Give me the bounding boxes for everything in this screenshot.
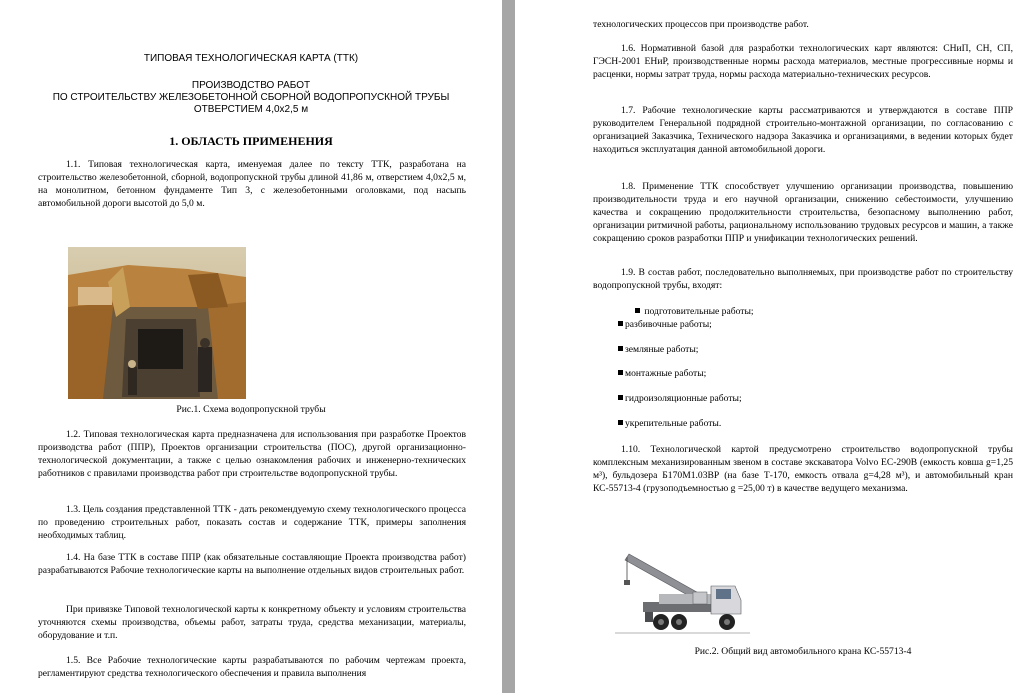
square-bullet-icon (635, 308, 640, 313)
paragraph-1-10: 1.10. Технологической картой предусмотрено строительство водопропускной трубы комплексным механизированным звеном в составе экскаватора Volvo EC-290B (емкость ковша g=1,25 м³), бульдозера Б170М1.03ВР (на базе Т-170, емкость отвала g=4,28 м³), и автомобильный кран КС-55713-4 (грузоподъемностью g =25,00 т) в качестве ведущего механизма. (593, 444, 1013, 494)
paragraph-1-1: 1.1. Типовая технологическая карта, именуемая далее по тексту ТТК, разработана на строительство железобетонной, сборной, водопропускной трубы длиной 41,86 м, отверстием 4,0х2,5 м, на монолитном, бетонном фундаменте Тип 3, с железобетонными оголовками, под насыпь автомобильной дороги высотой до 5,0 м. (38, 159, 466, 209)
figure-2-caption: Рис.2. Общий вид автомобильного крана КС-55713-4 (694, 646, 912, 657)
square-bullet-icon (618, 420, 623, 425)
list-item: монтажные работы; (618, 368, 706, 379)
crane-truck-image (615, 542, 750, 642)
section-heading: 1. ОБЛАСТЬ ПРИМЕНЕНИЯ (169, 134, 333, 148)
square-bullet-icon (618, 321, 623, 326)
paragraph-1-3: 1.3. Цель создания представленной ТТК - дать рекомендуемую схему технологического процесса по проведению строительных работ, показать состав и содержание ТТК, примеры заполнения необходимых таблиц. (38, 504, 466, 541)
list-item: укрепительные работы. (618, 418, 721, 429)
paragraph-1-8: 1.8. Применение ТТК способствует улучшению организации производства, повышению производительности труда и его научной организации, снижению себестоимости, улучшению качества и сокращению продолжительности строительства, безопасному выполнению работ, организации ритмичной работы, рациональному использованию трудовых ресурсов и машин, а также сокращению сроков разработки ППР и унификации технологических решений. (593, 181, 1013, 244)
title-line-4: ОТВЕРСТИЕМ 4,0x2,5 м (193, 104, 309, 115)
paragraph-1-5: 1.5. Все Рабочие технологические карты разрабатываются по рабочим чертежам проекта, регламентируют средства технологического обеспечения и правила выполнения (38, 655, 466, 679)
figure-1-caption: Рис.1. Схема водопропускной трубы (176, 404, 326, 415)
square-bullet-icon (618, 370, 623, 375)
title-line-3: ПО СТРОИТЕЛЬСТВУ ЖЕЛЕЗОБЕТОННОЙ СБОРНОЙ ВОДОПРОПУСКНОЙ ТРУБЫ (52, 92, 450, 103)
title-line-2: ПРОИЗВОДСТВО РАБОТ (191, 80, 311, 91)
paragraph-1-7: 1.7. Рабочие технологические карты рассматриваются и утверждаются в составе ППР руководителем Генеральной подрядной строительно-монтажной организации, по согласованию с организацией Заказчика, Технического надзора Заказчика и организациями, в ведении которых будет находиться эксплуатация данной автомобильной дороги. (593, 105, 1013, 155)
paragraph-1-6: 1.6. Нормативной базой для разработки технологических карт являются: СНиП, СН, СП, ГЭСН-2001 ЕНиР, производственные нормы расхода материалов, местные прогрессивные нормы и расценки, нормы затрат труда, нормы расхода материально-технических ресурсов. (593, 43, 1013, 80)
list-item: разбивочные работы; (618, 319, 712, 330)
title-line-1: ТИПОВАЯ ТЕХНОЛОГИЧЕСКАЯ КАРТА (ТТК) (143, 53, 359, 64)
paragraph-1-2: 1.2. Типовая технологическая карта предназначена для использования при разработке Проектов производства работ (ППР), Проектов организации строительства (ПОС), другой организационно-технологической документации, а также с целью ознакомления рабочих и инженерно-технических работников с правилами производства работ при строительстве водопропускной трубы. (38, 429, 466, 479)
paragraph-continuation: технологических процессов при производстве работ. (593, 19, 809, 30)
list-item: подготовительные работы; (635, 306, 754, 317)
document-page-left (0, 0, 502, 693)
square-bullet-icon (618, 346, 623, 351)
list-item: гидроизоляционные работы; (618, 393, 742, 404)
document-page-right (515, 0, 1033, 693)
square-bullet-icon (618, 395, 623, 400)
culvert-photo (68, 247, 246, 399)
paragraph-1-4: 1.4. На базе ТТК в составе ППР (как обязательные составляющие Проекта производства работ) разрабатываются Рабочие технологические карты на выполнение отдельных видов строительных работ. (38, 552, 466, 576)
paragraph-binding: При привязке Типовой технологической карты к конкретному объекту и условиям строительства уточняются схемы производства, объемы работ, затраты труда, средства механизации, материалы, оборудование и т.п. (38, 604, 466, 641)
page-divider (502, 0, 515, 693)
paragraph-1-9: 1.9. В состав работ, последовательно выполняемых, при производстве работ по строительству водопропускной трубы, входят: (593, 267, 1013, 291)
list-item: земляные работы; (618, 344, 698, 355)
document-title (0, 53, 502, 116)
